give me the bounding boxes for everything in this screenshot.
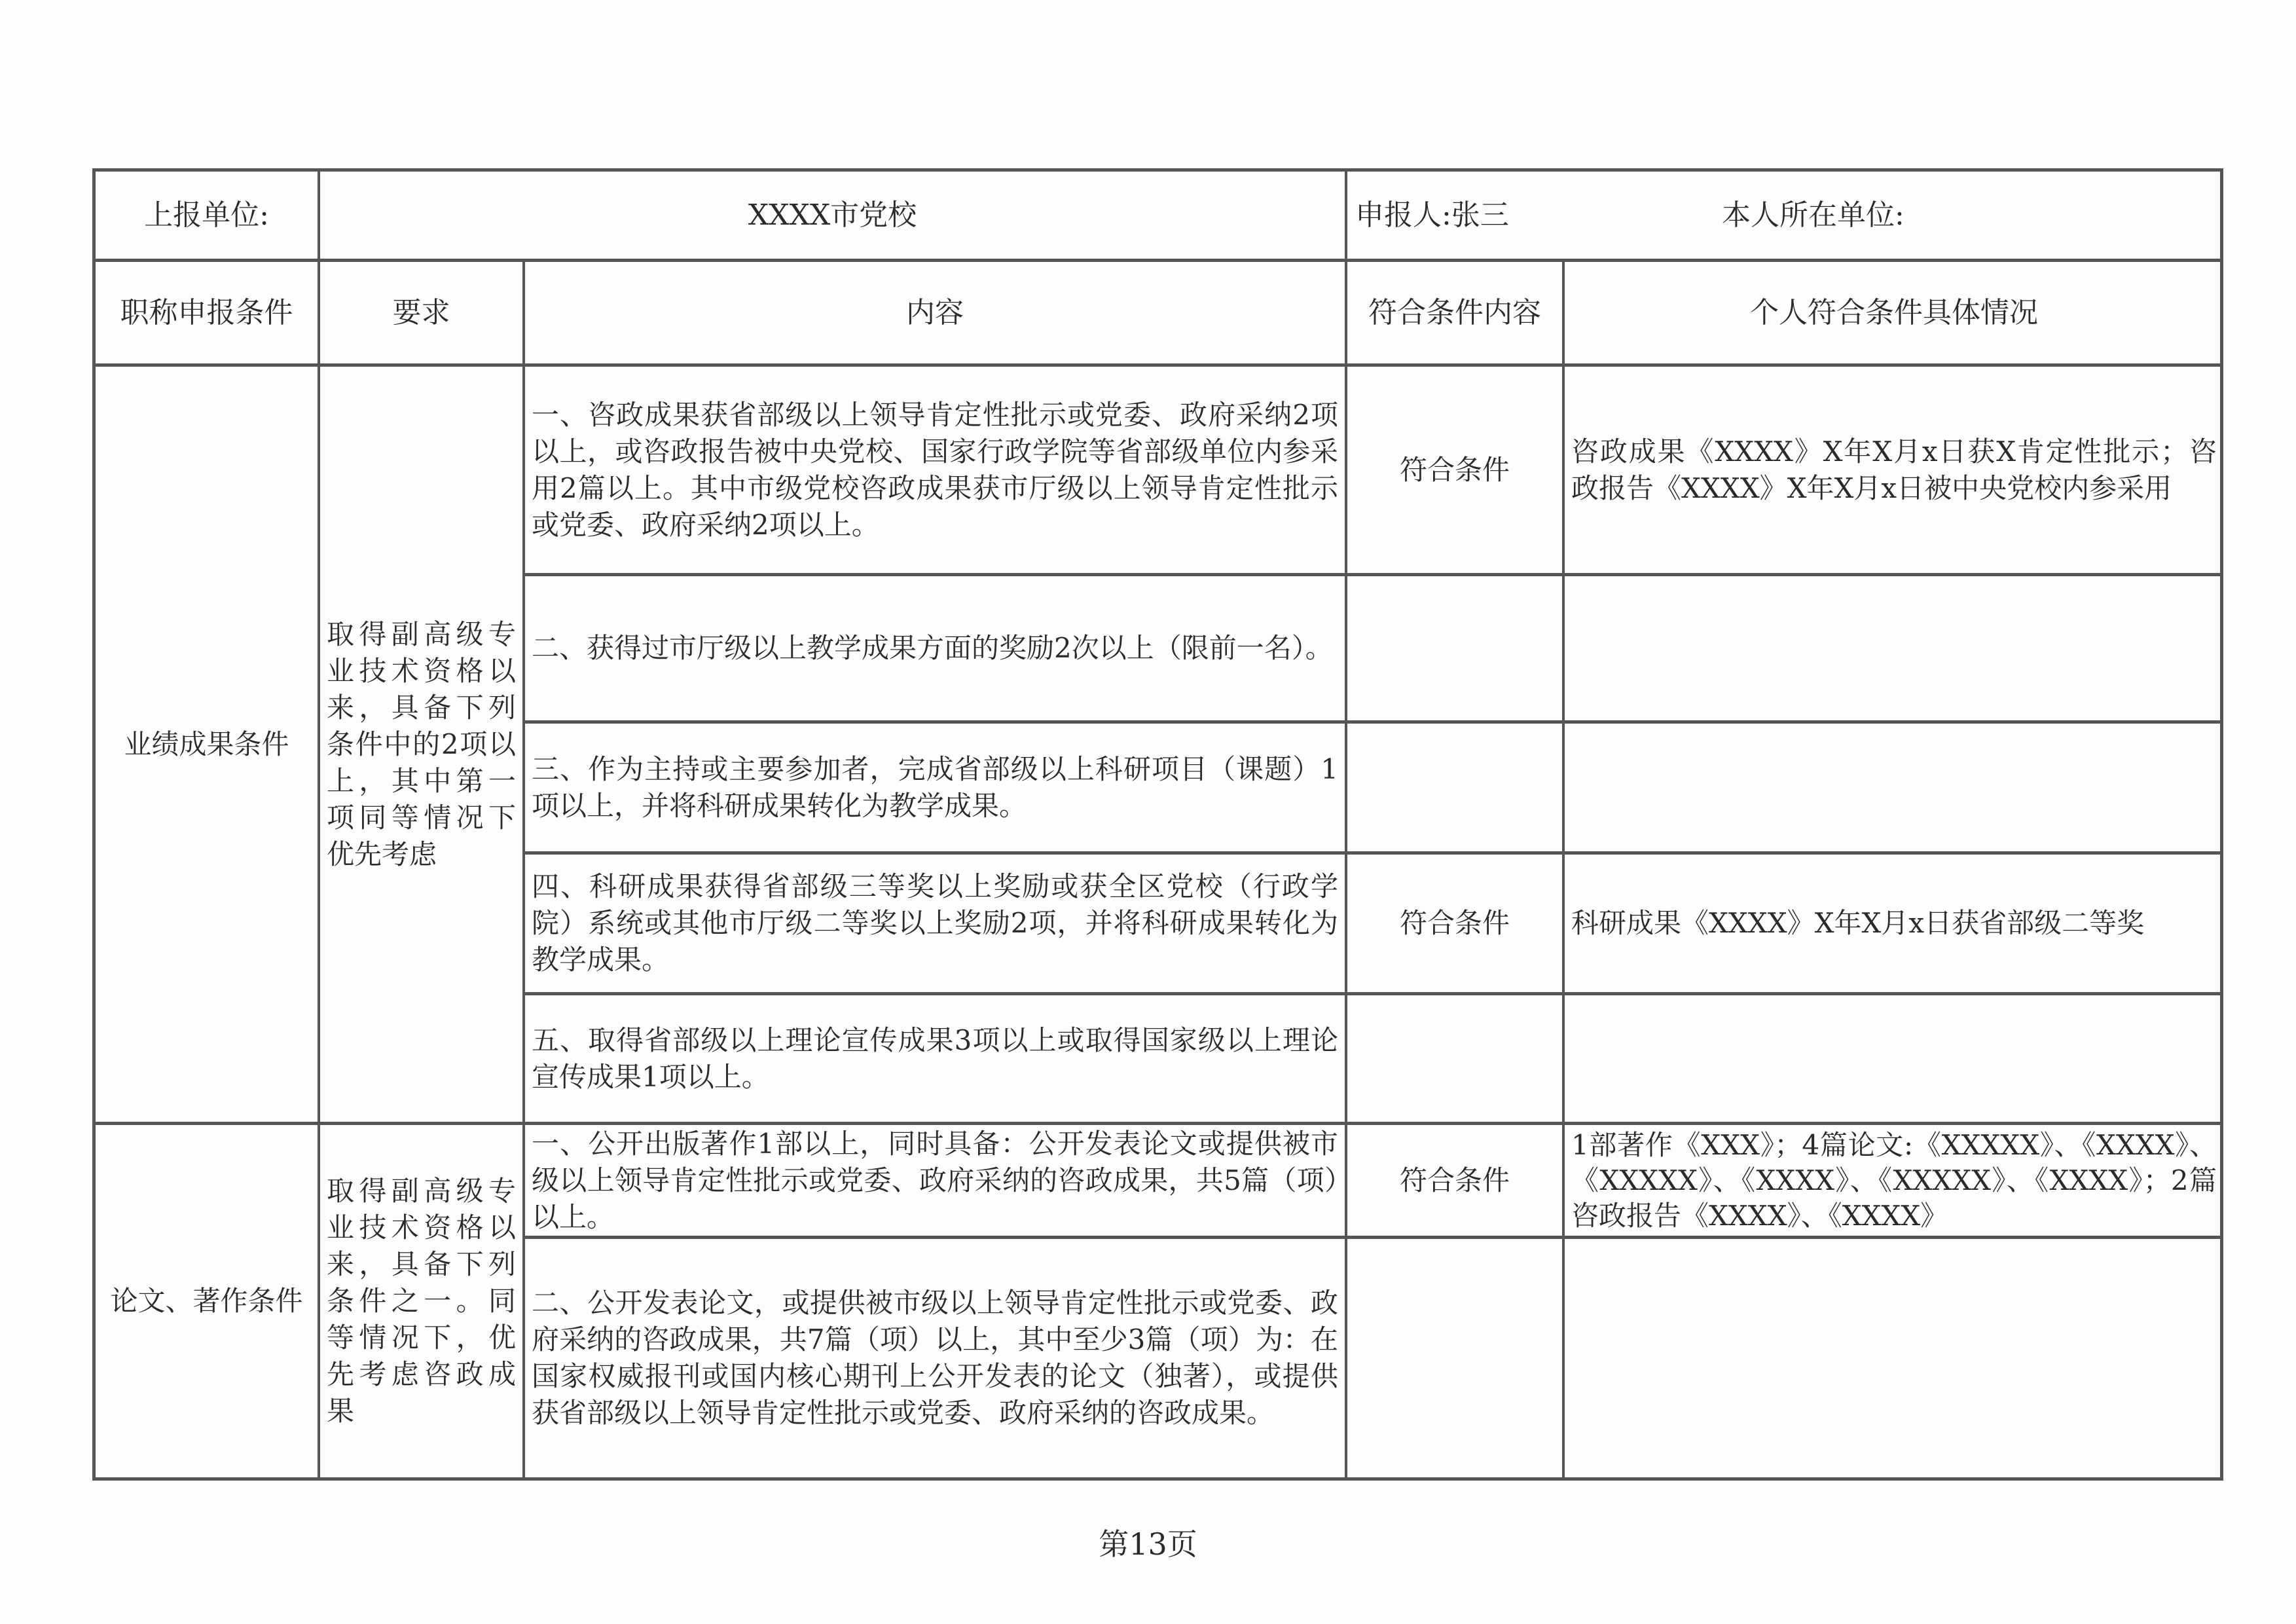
details-cell [1565,576,2223,724]
col-header-content: 内容 [525,262,1347,367]
reporting-unit-value: XXXX市党校 [748,198,917,232]
content-cell: 二、公开发表论文，或提供被市级以上领导肯定性批示或党委、政府采纳的咨政成果，共7篇（项）以上，其中至少3篇（项）为：在国家权威报刊或国内核心期刊上公开发表的论文（独著），或提供获省部级以上领导肯定性批示或党委、政府采纳的咨政成果。 [525,1239,1347,1477]
content-cell: 一、咨政成果获省部级以上领导肯定性批示或党委、政府采纳2项以上，或咨政报告被中央党校、国家行政学院等省部级单位内参采用2篇以上。其中市级党校咨政成果获市厅级以上领导肯定性批示或党委、政府采纳2项以上。 [525,367,1347,576]
content-cell: 一、公开出版著作1部以上，同时具备：公开发表论文或提供被市级以上领导肯定性批示或党委、政府采纳的咨政成果，共5篇（项）以上。 [525,1125,1347,1239]
section-category-performance: 业绩成果条件 [96,367,320,1125]
details-cell: 咨政成果《XXXX》X年X月x日获X肯定性批示；咨政报告《XXXX》X年X月x日被中央党校内参采用 [1565,367,2223,576]
details-cell [1565,1239,2223,1477]
reporting-unit-label-cell [96,172,320,262]
col-header-requirement: 要求 [320,262,525,367]
applicant-cell [1347,172,2223,262]
meets-cell [1347,995,1565,1125]
col-header-condition: 职称申报条件 [96,262,320,367]
content-cell: 五、取得省部级以上理论宣传成果3项以上或取得国家级以上理论宣传成果1项以上。 [525,995,1347,1125]
col-header-meets: 符合条件内容 [1347,262,1565,367]
section-category-papers: 论文、著作条件 [96,1125,320,1477]
reporting-unit-value-cell [320,172,1347,262]
details-cell [1565,724,2223,855]
applicant-unit-label: 本人所在单位: [1722,198,1904,232]
status-badge: 符合条件 [1399,453,1510,486]
meets-cell [1347,576,1565,724]
meets-cell [1347,855,1565,995]
status-badge: 符合条件 [1399,907,1510,939]
content-cell: 四、科研成果获得省部级三等奖以上奖励或获全区党校（行政学院）系统或其他市厅级二等奖以上奖励2项，并将科研成果转化为教学成果。 [525,855,1347,995]
page-number: 第13页 [1099,1526,1197,1562]
details-cell: 1部著作《XXX》；4篇论文:《XXXXX》、《XXXX》、《XXXXX》、《XXXX》、《XXXXX》、《XXXX》；2篇咨政报告《XXXX》、《XXXX》 [1565,1125,2223,1239]
applicant-name: 申报人:张三 [1355,198,1509,232]
status-badge: 符合条件 [1399,1164,1510,1196]
content-cell: 二、获得过市厅级以上教学成果方面的奖励2次以上（限前一名）。 [525,576,1347,724]
section-requirement-performance: 取得副高级专业技术资格以来，具备下列条件中的2项以上，其中第一项同等情况下优先考虑 [320,367,525,1125]
col-header-details: 个人符合条件具体情况 [1565,262,2223,367]
details-cell [1565,995,2223,1125]
section-requirement-papers: 取得副高级专业技术资格以来，具备下列条件之一。同等情况下，优先考虑咨政成果 [320,1125,525,1477]
meets-cell [1347,1125,1565,1239]
meets-cell [1347,724,1565,855]
meets-cell [1347,367,1565,576]
meets-cell [1347,1239,1565,1477]
content-cell: 三、作为主持或主要参加者，完成省部级以上科研项目（课题）1项以上，并将科研成果转化为教学成果。 [525,724,1347,855]
qualification-table [92,168,2223,1481]
details-cell: 科研成果《XXXX》X年X月x日获省部级二等奖 [1565,855,2223,995]
reporting-unit-label: 上报单位: [144,198,269,232]
